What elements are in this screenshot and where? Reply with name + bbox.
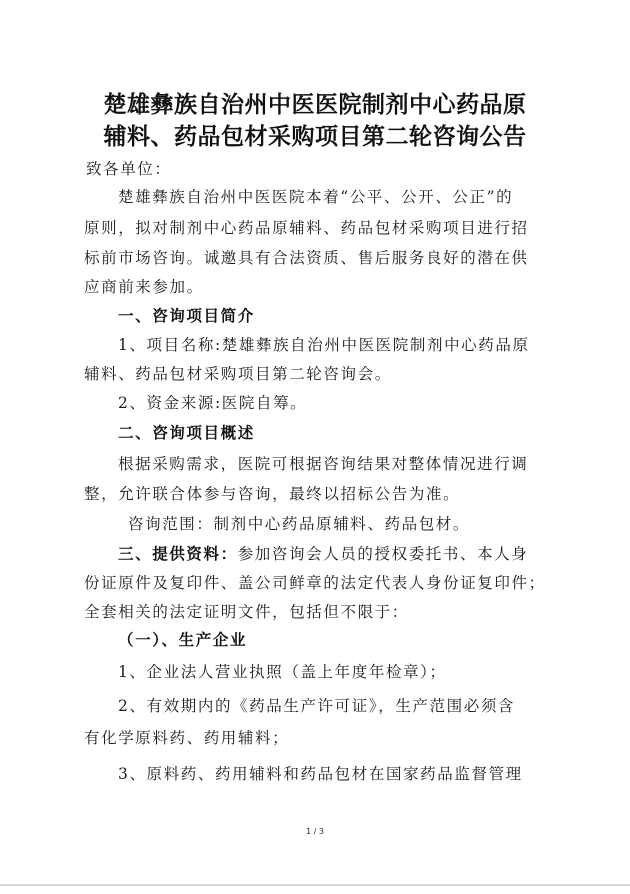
section-2-heading: 二、咨询项目概述 — [118, 424, 255, 442]
section-2-body-line-1: 根据采购需求，医院可根据咨询结果对整体情况进行调 — [118, 455, 529, 473]
section-3-text-1: 参加咨询会人员的授权委托书、本人身 — [237, 545, 529, 563]
intro-line-2: 原则，拟对制剂中心药品原辅料、药品包材采购项目进行招 — [84, 219, 529, 237]
salutation: 致各单位： — [86, 160, 172, 178]
bottom-divider — [0, 884, 630, 886]
intro-line-1: 楚雄彝族自治州中医医院本着“公平、公开、公正”的 — [118, 188, 514, 206]
section-1-item-1-line-1: 1、项目名称:楚雄彝族自治州中医医院制剂中心药品原 — [118, 336, 530, 354]
section-3-line-3: 全套相关的法定证明文件，包括但不限于： — [84, 603, 409, 621]
intro-line-4: 应商前来参加。 — [84, 278, 204, 296]
intro-line-3: 标前市场咨询。诚邀具有合法资质、售后服务良好的潜在供 — [84, 249, 529, 267]
document-title-line-1: 楚雄彝族自治州中医医院制剂中心药品原 — [103, 92, 527, 118]
section-3-line-2: 份证原件及复印件、盖公司鲜章的法定代表人身份证复印件； — [84, 574, 546, 592]
section-1-item-1-line-2: 辅料、药品包材采购项目第二轮咨询会。 — [84, 365, 392, 383]
page-number: 1 / 3 — [306, 827, 324, 836]
section-3-subheading: （一）、生产企业 — [118, 631, 248, 649]
section-3-item-2-line-1: 2、有效期内的《药品生产许可证》，生产范围必须含 — [118, 697, 516, 715]
section-1-item-2: 2、资金来源:医院自筹。 — [118, 394, 308, 412]
section-3-line-1 — [118, 542, 528, 564]
section-2-scope: 咨询范围：制剂中心药品原辅料、药品包材。 — [128, 515, 471, 533]
section-1-heading: 一、咨询项目简介 — [118, 307, 255, 325]
section-3-item-1: 1、企业法人营业执照（盖上年度年检章）； — [118, 663, 447, 681]
section-3-item-3-line-1: 3、原料药、药用辅料和药品包材在国家药品监督管理 — [118, 765, 523, 783]
section-2-body-line-2: 整，允许联合体参与咨询，最终以招标公告为准。 — [84, 485, 461, 503]
section-3-item-2-line-2: 有化学原料药、药用辅料； — [84, 729, 290, 747]
document-title-line-2: 辅料、药品包材采购项目第二轮咨询公告 — [103, 124, 527, 150]
section-3-heading: 三、提供资料： — [118, 545, 238, 563]
